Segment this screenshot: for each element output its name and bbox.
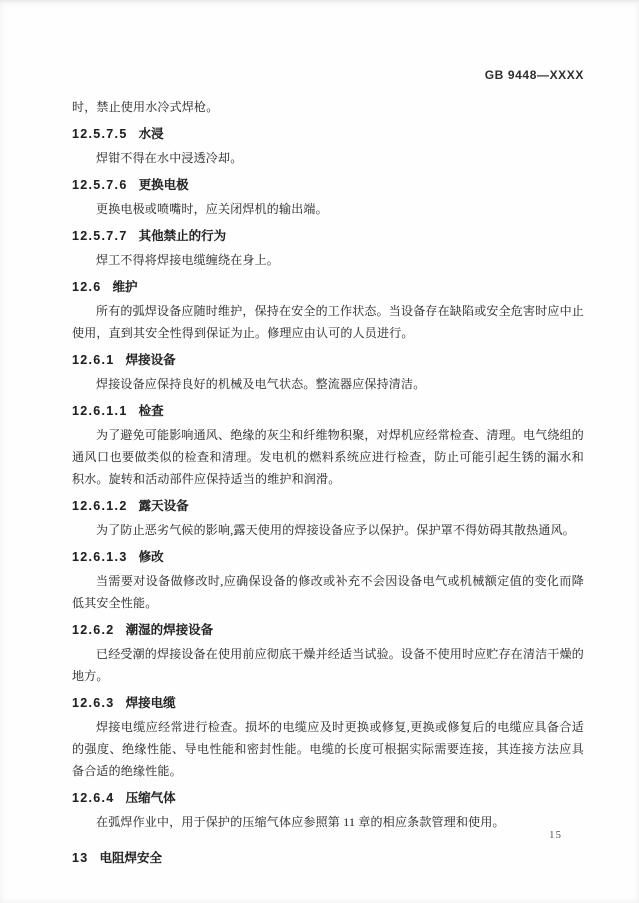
- section-title: 焊接设备: [125, 353, 176, 367]
- section-number: 12.6.1.1: [72, 404, 128, 418]
- section-12-6-1-2: [72, 495, 584, 541]
- section-12-6-1-1: [72, 400, 584, 490]
- section-heading: [72, 400, 584, 422]
- section-12-6: [72, 276, 584, 344]
- section-12-6-3: [72, 692, 584, 782]
- section-title: 水浸: [138, 127, 164, 141]
- section-number: 12.5.7.7: [72, 229, 128, 243]
- section-13: [72, 847, 584, 869]
- section-title: 潮湿的焊接设备: [125, 623, 214, 637]
- section-number: 13: [72, 851, 89, 865]
- section-title: 其他禁止的行为: [138, 229, 227, 243]
- paragraph: 为了避免可能影响通风、绝缘的灰尘和纤维物积聚，对焊机应经常检查、清理。电气绕组的通风口也要做类似的检查和清理。发电机的燃料系统应进行检查，防止可能引起生锈的漏水和积水。旋转和活动部件应保持适当的维护和润滑。: [72, 428, 585, 486]
- page-number: 15: [549, 829, 562, 841]
- section-title: 露天设备: [138, 499, 189, 513]
- section-number: 12.5.7.6: [72, 178, 128, 192]
- section-heading: [72, 787, 584, 809]
- section-title: 更换电极: [138, 178, 189, 192]
- section-title: 维护: [112, 280, 138, 294]
- section-title: 检查: [138, 404, 164, 418]
- section-heading: [72, 123, 584, 145]
- section-number: 12.6.4: [72, 791, 115, 805]
- paragraph: 为了防止恶劣气候的影响,露天使用的焊接设备应予以保护。保护罩不得妨碍其散热通风。: [96, 523, 576, 537]
- paragraph: 已经受潮的焊接设备在使用前应彻底干燥并经适当试验。设备不使用时应贮存在清洁干燥的地方。: [72, 647, 585, 683]
- section-title: 压缩气体: [125, 791, 176, 805]
- section-12-5-7-5: [72, 123, 584, 169]
- section-12-6-2: [72, 619, 584, 687]
- section-title: 焊接电缆: [125, 696, 176, 710]
- section-number: 12.6.3: [72, 696, 115, 710]
- section-12-6-1-3: [72, 546, 584, 614]
- continuation-paragraph: 时，禁止使用水冷式焊枪。: [72, 100, 219, 114]
- section-heading: [72, 692, 584, 714]
- section-12-6-4: [72, 787, 584, 833]
- section-number: 12.6.1.2: [72, 499, 128, 513]
- paragraph: 所有的弧焊设备应随时维护，保持在安全的工作状态。当设备存在缺陷或安全危害时应中止使用，直到其安全性得到保证为止。修理应由认可的人员进行。: [72, 304, 585, 340]
- paragraph: 在弧焊作业中，用于保护的压缩气体应参照第 11 章的相应条款管理和使用。: [96, 815, 505, 829]
- paragraph: 当需要对设备做修改时,应确保设备的修改或补充不会因设备电气或机械额定值的变化而降低其安全性能。: [72, 574, 584, 610]
- section-12-6-1: [72, 349, 584, 395]
- section-12-5-7-7: [72, 225, 584, 271]
- paragraph: 焊工不得将焊接电缆缠绕在身上。: [96, 253, 280, 267]
- section-number: 12.6.1: [72, 353, 115, 367]
- section-number: 12.5.7.5: [72, 127, 128, 141]
- paragraph: 焊接设备应保持良好的机械及电气状态。整流器应保持清洁。: [96, 377, 426, 391]
- section-number: 12.6.1.3: [72, 550, 128, 564]
- paragraph: 焊接电缆应经常进行检查。损坏的电缆应及时更换或修复,更换或修复后的电缆应具备合适的强度、绝缘性能、导电性能和密封性能。电缆的长度可根据实际需要连接，其连接方法应具备合适的绝缘性能。: [72, 720, 584, 778]
- section-heading: [72, 276, 584, 298]
- section-number: 12.6.2: [72, 623, 115, 637]
- section-heading: [72, 225, 584, 247]
- doc-code: GB 9448—XXXX: [484, 68, 584, 82]
- section-title: 电阻焊安全: [99, 851, 163, 865]
- page-header: [72, 68, 584, 82]
- section-heading: [72, 619, 584, 641]
- section-12-5-7-6: [72, 174, 584, 220]
- section-title: 修改: [138, 550, 164, 564]
- chapter-heading: [72, 847, 584, 869]
- paragraph: 更换电极或喷嘴时，应关闭焊机的输出端。: [96, 202, 328, 216]
- section-number: 12.6: [72, 280, 102, 294]
- section-heading: [72, 495, 584, 517]
- section-heading: [72, 546, 584, 568]
- paragraph: 焊钳不得在水中浸透冷却。: [96, 151, 243, 165]
- section-heading: [72, 349, 584, 371]
- section-heading: [72, 174, 584, 196]
